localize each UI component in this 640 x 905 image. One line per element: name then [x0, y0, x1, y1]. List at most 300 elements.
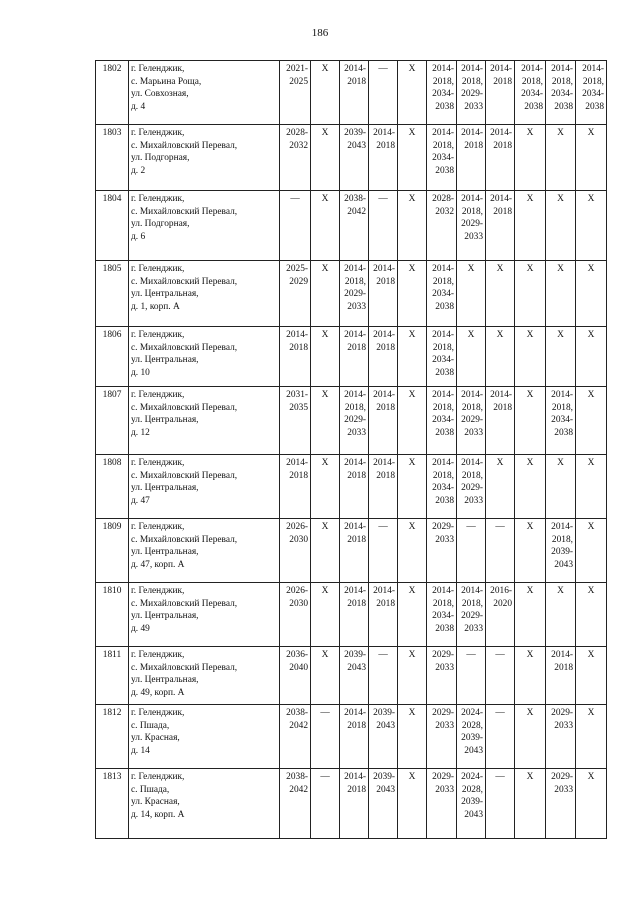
period-line: 2014- [461, 390, 483, 400]
address-line: г. Геленджик, [131, 458, 185, 468]
period-line: 2029- [432, 708, 454, 718]
period-line: 2014- [432, 458, 454, 468]
address-cell [129, 61, 280, 125]
period-cell [398, 125, 427, 191]
address-line: г. Геленджик, [131, 772, 185, 782]
period-line: 2033 [554, 720, 573, 731]
period-line: 2042 [289, 784, 308, 795]
period-line: 2029- [461, 415, 483, 425]
period-line: 2033 [435, 534, 454, 545]
period-line: 2038 [554, 101, 573, 112]
period-line: Х [557, 586, 564, 596]
period-cell [398, 61, 427, 125]
period-cell [515, 61, 546, 125]
period-line: 2018, [461, 598, 483, 609]
period-line: Х [587, 586, 595, 596]
period-line: 2018, [432, 342, 454, 353]
period-line: 2042 [289, 720, 308, 731]
address-line: г. Геленджик, [131, 64, 185, 74]
address-line: д. 49, корп. А [131, 687, 185, 698]
period-cell [457, 61, 486, 125]
address-line: д. 49 [131, 623, 150, 634]
period-line: 2014- [432, 64, 454, 74]
period-line: Х [467, 264, 475, 274]
period-cell [427, 705, 457, 769]
period-line: Х [408, 390, 416, 400]
period-line: 2018 [289, 470, 308, 481]
period-line: 2030 [289, 534, 308, 545]
period-line: 2014- [551, 650, 573, 660]
period-line: 2018 [376, 276, 395, 287]
address-cell [129, 261, 280, 327]
period-line: 2024- [461, 772, 483, 782]
period-line: 2014- [373, 458, 395, 468]
period-line: Х [321, 586, 329, 596]
period-line: Х [587, 194, 595, 204]
period-line: Х [321, 650, 329, 660]
period-line: 2039- [461, 733, 483, 743]
period-line: 2038 [435, 427, 454, 438]
period-line: Х [408, 708, 416, 718]
period-line: Х [408, 264, 416, 274]
period-line: 2029- [432, 522, 454, 532]
period-cell [457, 769, 486, 839]
period-line: 2034- [432, 483, 454, 493]
period-line: 2018 [493, 402, 512, 413]
period-cell [486, 769, 515, 839]
period-line: — [378, 650, 388, 660]
row-number: 1804 [96, 191, 129, 261]
row-number: 1813 [96, 769, 129, 839]
period-line: 2014- [432, 586, 454, 596]
period-line: Х [587, 390, 595, 400]
address-cell [129, 519, 280, 583]
period-line: Х [587, 772, 595, 782]
address-cell [129, 125, 280, 191]
period-cell [427, 519, 457, 583]
period-cell [546, 647, 576, 705]
period-cell [515, 261, 546, 327]
period-line: Х [496, 330, 504, 340]
period-cell [311, 583, 340, 647]
period-line: 2018 [376, 470, 395, 481]
period-line: 2014- [461, 458, 483, 468]
period-line: 2018, [461, 206, 483, 217]
period-line: 2028, [461, 720, 483, 731]
period-cell [486, 387, 515, 455]
period-line: 2038- [286, 708, 308, 718]
period-cell [311, 191, 340, 261]
period-cell [340, 261, 369, 327]
period-line: Х [587, 330, 595, 340]
period-line: Х [408, 650, 416, 660]
period-line: Х [526, 390, 534, 400]
period-cell [546, 705, 576, 769]
period-line: 2014- [432, 390, 454, 400]
address-line: с. Михайловский Перевал, [131, 140, 238, 151]
period-line: — [495, 522, 505, 532]
period-cell [576, 519, 607, 583]
period-line: 2034- [521, 89, 543, 99]
period-cell [515, 327, 546, 387]
address-line: ул. Красная, [131, 797, 180, 807]
table-row [96, 705, 607, 769]
period-cell [515, 519, 546, 583]
period-cell [369, 125, 398, 191]
period-line: 2020 [493, 598, 512, 609]
period-line: 2039- [461, 797, 483, 807]
period-line: — [378, 522, 388, 532]
period-cell [398, 191, 427, 261]
period-line: 2014- [432, 128, 454, 138]
address-line: с. Марьина Роща, [131, 76, 202, 87]
period-cell [457, 455, 486, 519]
period-line: 2014- [373, 264, 395, 274]
period-line: 2029- [461, 89, 483, 99]
period-line: 2038 [554, 427, 573, 438]
period-line: 2025 [289, 76, 308, 87]
period-cell [398, 387, 427, 455]
row-number: 1812 [96, 705, 129, 769]
period-cell [457, 125, 486, 191]
period-line: 2028, [461, 784, 483, 795]
period-line: 2033 [435, 662, 454, 673]
period-line: 2014- [286, 458, 308, 468]
period-line: — [320, 772, 330, 782]
period-cell [340, 705, 369, 769]
address-line: ул. Подгорная, [131, 153, 190, 163]
period-cell [576, 191, 607, 261]
period-cell [398, 705, 427, 769]
period-cell [457, 705, 486, 769]
period-line: 2039- [373, 708, 395, 718]
period-line: 2033 [464, 231, 483, 242]
table-row [96, 125, 607, 191]
address-line: г. Геленджик, [131, 264, 185, 274]
period-line: 2029- [432, 772, 454, 782]
period-line: 2018, [461, 402, 483, 413]
period-line: 2028- [286, 128, 308, 138]
period-cell [398, 327, 427, 387]
period-cell [340, 387, 369, 455]
period-line: 2029- [461, 483, 483, 493]
period-cell [515, 191, 546, 261]
period-line: Х [321, 458, 329, 468]
period-line: 2018, [551, 402, 573, 413]
period-line: Х [321, 128, 329, 138]
period-line: 2018 [493, 140, 512, 151]
period-cell [311, 261, 340, 327]
period-cell [398, 261, 427, 327]
period-cell [280, 125, 311, 191]
address-line: с. Михайловский Перевал, [131, 276, 238, 287]
period-line: 2014- [490, 64, 512, 74]
period-line: Х [526, 330, 534, 340]
period-cell [576, 125, 607, 191]
period-cell [280, 455, 311, 519]
period-cell [398, 583, 427, 647]
address-line: г. Геленджик, [131, 650, 185, 660]
period-line: 2018, [582, 76, 604, 87]
period-line: 2014- [373, 390, 395, 400]
period-line: Х [557, 264, 564, 274]
period-line: 2038 [435, 623, 454, 634]
period-line: 2033 [347, 427, 366, 438]
address-line: г. Геленджик, [131, 330, 185, 340]
period-line: 2014- [490, 390, 512, 400]
period-cell [311, 647, 340, 705]
period-cell [546, 769, 576, 839]
period-cell [369, 455, 398, 519]
period-line: 2018, [432, 470, 454, 481]
period-line: 2014- [344, 64, 366, 74]
period-line: 2014- [432, 330, 454, 340]
period-line: 2029- [551, 772, 573, 782]
period-line: 2018 [493, 76, 512, 87]
period-line: 2018, [461, 76, 483, 87]
period-line: 2014- [344, 390, 366, 400]
period-line: 2032 [435, 206, 454, 217]
period-line: 2043 [347, 662, 366, 673]
address-line: г. Геленджик, [131, 586, 185, 596]
period-line: 2014- [373, 586, 395, 596]
period-line: 2039- [373, 772, 395, 782]
period-line: 2038 [524, 101, 543, 112]
address-line: г. Геленджик, [131, 708, 185, 718]
period-cell [546, 61, 576, 125]
address-line: ул. Центральная, [131, 547, 199, 557]
period-line: Х [526, 264, 534, 274]
period-cell [457, 519, 486, 583]
row-number: 1805 [96, 261, 129, 327]
row-number: 1809 [96, 519, 129, 583]
period-cell [457, 647, 486, 705]
address-line: с. Михайловский Перевал, [131, 598, 238, 609]
address-line: д. 12 [131, 427, 150, 438]
address-line: с. Михайловский Перевал, [131, 342, 238, 353]
period-cell [280, 61, 311, 125]
period-line: Х [321, 390, 329, 400]
address-line: д. 6 [131, 231, 146, 242]
period-line: 2040 [289, 662, 308, 673]
period-line: 2039- [551, 547, 573, 557]
table-row [96, 191, 607, 261]
period-line: 2038 [435, 495, 454, 506]
period-line: 2033 [464, 101, 483, 112]
period-line: 2043 [554, 559, 573, 570]
period-line: Х [526, 458, 534, 468]
period-cell [427, 455, 457, 519]
period-cell [369, 519, 398, 583]
period-line: Х [408, 194, 416, 204]
table-row [96, 261, 607, 327]
period-line: — [320, 708, 330, 718]
period-cell [486, 61, 515, 125]
period-line: 2018, [344, 276, 366, 287]
period-cell [340, 769, 369, 839]
period-line: 2014- [344, 458, 366, 468]
period-line: 2033 [554, 784, 573, 795]
table-row [96, 583, 607, 647]
period-line: 2014- [461, 128, 483, 138]
address-cell [129, 327, 280, 387]
period-line: 2014- [551, 390, 573, 400]
period-line: Х [467, 330, 475, 340]
period-cell [340, 125, 369, 191]
period-line: — [378, 194, 388, 204]
period-line: 2018, [521, 76, 543, 87]
period-line: 2034- [432, 415, 454, 425]
period-cell [576, 327, 607, 387]
address-line: г. Геленджик, [131, 522, 185, 532]
address-line: с. Михайловский Перевал, [131, 206, 238, 217]
period-line: 2034- [432, 153, 454, 163]
period-cell [486, 191, 515, 261]
period-line: 2016- [490, 586, 512, 596]
address-line: д. 10 [131, 367, 150, 378]
period-line: Х [408, 772, 416, 782]
period-line: Х [526, 708, 534, 718]
period-line: 2030 [289, 598, 308, 609]
period-line: 2018 [347, 598, 366, 609]
address-line: с. Михайловский Перевал, [131, 470, 238, 481]
address-cell [129, 705, 280, 769]
period-line: Х [557, 128, 564, 138]
row-number: 1802 [96, 61, 129, 125]
period-line: — [495, 772, 505, 782]
table-row [96, 769, 607, 839]
row-number: 1807 [96, 387, 129, 455]
period-line: 2014- [521, 64, 543, 74]
period-line: Х [321, 194, 329, 204]
address-line: д. 47, корп. А [131, 559, 185, 570]
period-cell [280, 191, 311, 261]
period-cell [427, 327, 457, 387]
table-row [96, 387, 607, 455]
period-line: 2038 [435, 301, 454, 312]
period-line: 2014- [344, 264, 366, 274]
period-cell [427, 387, 457, 455]
period-line: Х [587, 458, 595, 468]
period-line: 2014- [461, 194, 483, 204]
period-line: — [378, 64, 388, 74]
period-cell [369, 61, 398, 125]
period-line: Х [587, 708, 595, 718]
period-line: 2026- [286, 522, 308, 532]
period-line: 2031- [286, 390, 308, 400]
period-cell [576, 455, 607, 519]
period-cell [340, 191, 369, 261]
period-line: Х [496, 264, 504, 274]
period-line: 2018, [461, 470, 483, 481]
period-cell [515, 455, 546, 519]
period-cell [311, 125, 340, 191]
period-cell [457, 327, 486, 387]
period-line: 2018 [347, 720, 366, 731]
period-cell [546, 455, 576, 519]
period-line: 2029- [432, 650, 454, 660]
period-line: Х [526, 522, 534, 532]
address-cell [129, 455, 280, 519]
period-cell [280, 705, 311, 769]
period-cell [546, 125, 576, 191]
period-line: 2018 [347, 470, 366, 481]
period-line: Х [496, 458, 504, 468]
period-line: 2038 [435, 367, 454, 378]
period-line: 2033 [464, 623, 483, 634]
address-line: д. 14, корп. А [131, 809, 185, 820]
period-line: 2014- [373, 128, 395, 138]
period-line: 2018, [551, 76, 573, 87]
period-cell [280, 261, 311, 327]
period-line: — [466, 650, 476, 660]
period-line: 2039- [344, 650, 366, 660]
address-line: с. Михайловский Перевал, [131, 402, 238, 413]
period-cell [311, 61, 340, 125]
period-cell [486, 327, 515, 387]
table-row [96, 327, 607, 387]
period-line: 2014- [373, 330, 395, 340]
period-line: Х [408, 330, 416, 340]
address-line: с. Михайловский Перевал, [131, 662, 238, 673]
period-line: 2026- [286, 586, 308, 596]
period-line: Х [408, 458, 416, 468]
period-line: 2028- [432, 194, 454, 204]
period-cell [427, 769, 457, 839]
period-line: 2018, [432, 276, 454, 287]
period-cell [546, 387, 576, 455]
period-cell [486, 455, 515, 519]
period-cell [486, 583, 515, 647]
period-cell [486, 261, 515, 327]
table-row [96, 519, 607, 583]
period-line: 2038- [286, 772, 308, 782]
period-cell [311, 705, 340, 769]
period-line: 2014- [461, 586, 483, 596]
address-line: ул. Красная, [131, 733, 180, 743]
table-row [96, 455, 607, 519]
address-line: ул. Центральная, [131, 415, 199, 425]
table-row [96, 61, 607, 125]
period-cell [576, 61, 607, 125]
period-line: 2034- [432, 355, 454, 365]
period-cell [398, 519, 427, 583]
period-cell [576, 647, 607, 705]
period-line: 2014- [286, 330, 308, 340]
period-line: 2038- [344, 194, 366, 204]
period-cell [369, 191, 398, 261]
period-cell [486, 125, 515, 191]
period-cell [369, 705, 398, 769]
address-line: ул. Центральная, [131, 611, 199, 621]
period-line: 2029- [344, 415, 366, 425]
address-line: ул. Совхозная, [131, 89, 189, 99]
period-line: 2032 [289, 140, 308, 151]
period-cell [369, 261, 398, 327]
period-cell [398, 769, 427, 839]
period-cell [280, 647, 311, 705]
period-cell [515, 647, 546, 705]
row-number: 1810 [96, 583, 129, 647]
period-line: 2024- [461, 708, 483, 718]
period-line: 2018, [344, 402, 366, 413]
period-line: 2029- [461, 219, 483, 229]
period-cell [457, 583, 486, 647]
address-line: ул. Центральная, [131, 483, 199, 493]
period-line: 2039- [344, 128, 366, 138]
period-line: 2018, [432, 598, 454, 609]
page-number: 186 [311, 27, 329, 39]
